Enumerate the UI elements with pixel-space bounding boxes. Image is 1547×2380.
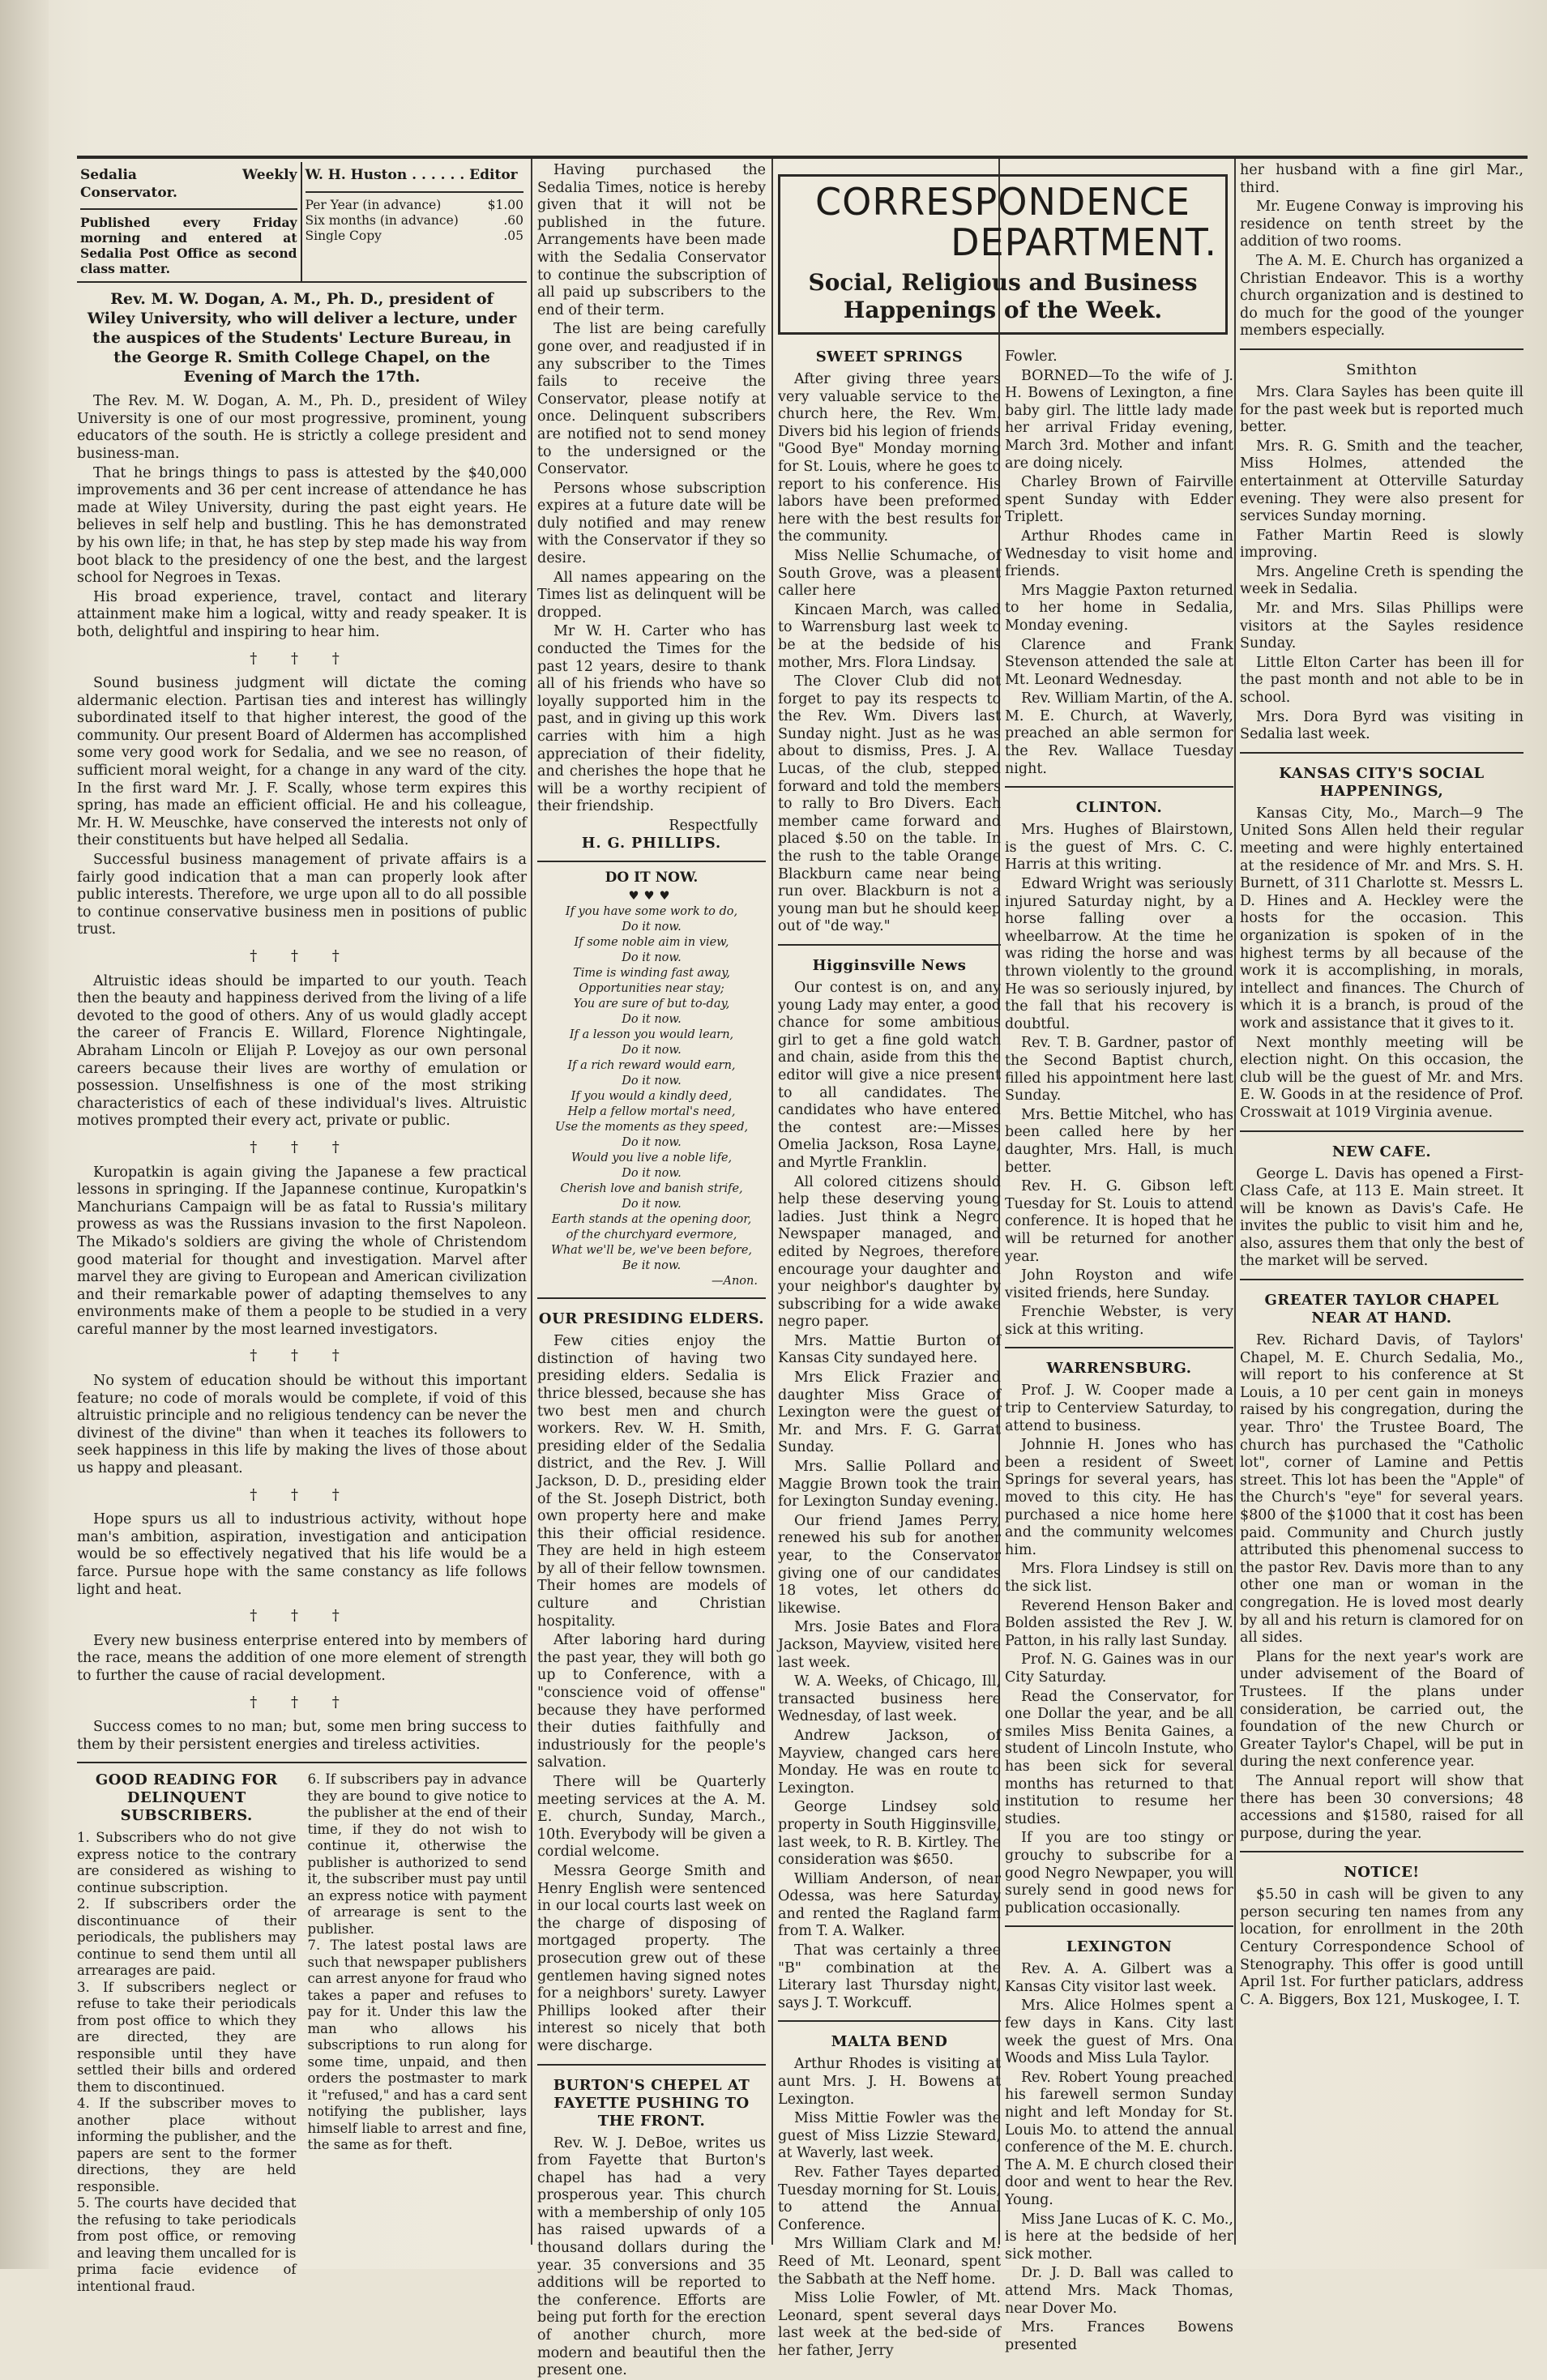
notice-heading: NOTICE! bbox=[1344, 1864, 1420, 1882]
paragraph: The Rev. M. W. Dogan, A. M., Ph. D., president of Wiley University is one of our most progressive, prominent, young educators of the south. He is strictly a college president and business-man. bbox=[77, 393, 527, 462]
section-rule bbox=[1240, 1130, 1523, 1132]
poem-title: DO IT NOW. bbox=[605, 870, 699, 887]
paragraph: The Annual report will show that there has been 30 conversions; 48 accessions and $1580, raised for all purpose, during the year. bbox=[1240, 1772, 1523, 1842]
paragraph: Mr. and Mrs. Silas Phillips were visitors at the Sayles residence Sunday. bbox=[1240, 600, 1523, 652]
paragraph: The Clover Club did not forget to pay its respects to the Rev. Wm. Divers last Sunday night. Just as he was about to dismiss, Pres. J. A. Lucas, of the club, stepped forward and told the members to rally to Bro Divers. Each member came forward and placed $.50 on the table. In the rush to the table Orange Blackburn came near being run over. Blackburn is not a young man but he should keep out of "de way." bbox=[778, 673, 1001, 935]
poem-line: Use the moments as they speed, bbox=[554, 1121, 749, 1134]
top-rule bbox=[77, 156, 1528, 159]
paragraph: Success comes to no man; but, some men bring success to them by their persistent energies and tireless activities. bbox=[77, 1719, 527, 1753]
smithton-heading: Smithton bbox=[1346, 361, 1417, 378]
poem-line: Help a fellow mortal's need, bbox=[567, 1105, 736, 1119]
paragraph: Few cities enjoy the distinction of having two presiding elders. Sedalia is thrice blessed, because she has two best men and church workers. Rev. W. H. Smith, presiding elder of the Sedalia district, and the Rev. J. Will Jackson, D. D., presiding elder of the St. Joseph District, both own property here and make this their official residence. They are held in high esteem by all of their fellow townsmen. Their homes are models of culture and Christian hospitality. bbox=[537, 1333, 766, 1630]
poem-line: If a rich reward would earn, bbox=[567, 1059, 736, 1073]
ornament: † † † bbox=[250, 1138, 354, 1156]
paragraph: Mrs. Hughes of Blairstown, is the guest of Mrs. C. C. Harris at this writing. bbox=[1005, 822, 1233, 874]
paragraph: George L. Davis has opened a First-Class Cafe, at 113 E. Main street. It will be known as Davis's Cafe. He invites the public to visit him and he, also, assures them that only the best of the market will be served. bbox=[1240, 1165, 1523, 1270]
paragraph: That was certainly a three "B" combination at the Literary last Thursday night, says J. T. Workcuff. bbox=[778, 1942, 1001, 2011]
paragraph: Rev. Robert Young preached his farewell sermon Sunday night and left Monday for St. Louis Mo. to attend the annual conference of the M. E. church. The A. M. E church closed their door and went to hear the Rev. Young. bbox=[1005, 2069, 1234, 2208]
paragraph: William Anderson, of near Odessa, was here Saturday and rented the Ragland farm from T. A. Walker. bbox=[778, 1870, 1001, 1940]
paragraph: Rev. H. G. Gibson left Tuesday for St. Louis to attend conference. It is hoped that he will be returned for another year. bbox=[1005, 1178, 1233, 1265]
paragraph: Mrs. Josie Bates and Flora Jackson, Mayview, visited here last week. bbox=[778, 1619, 1001, 1671]
paragraph: Our friend James Perry, renewed his sub for another year, to the Conservator giving one of our candidates 18 votes, let others do likewise. bbox=[778, 1512, 1001, 1617]
paragraph: After giving three years very valuable service to the church here, the Rev. Wm. Divers bid his legion of friends "Good Bye" Monday morning for St. Louis, where he goes to report to his conference. His labors have been preformed here with the best results for the community. bbox=[778, 371, 1001, 545]
paragraph: Miss Nellie Schumache, of South Grove, was a pleasent caller here bbox=[778, 547, 1001, 600]
paragraph: His broad experience, travel, contact and literary attainment make him a logical, witty and ready speaker. It is both, delightful and inspiring to hear him. bbox=[77, 588, 527, 640]
paragraph: Dr. J. D. Ball was called to attend Mrs. Mack Thomas, near Dover Mo. bbox=[1005, 2265, 1233, 2317]
signature-name: H. G. PHILLIPS. bbox=[581, 835, 722, 852]
section-rule bbox=[1240, 752, 1523, 754]
correspondence-header bbox=[778, 166, 1228, 343]
rate-row: Six months (in advance) .60 bbox=[305, 212, 524, 228]
correspondence-column-3 bbox=[1240, 162, 1523, 2245]
new-cafe-heading: NEW CAFE. bbox=[1331, 1143, 1432, 1160]
warrensburg-heading: WARRENSBURG. bbox=[1046, 1360, 1192, 1378]
paragraph: That he brings things to pass is attested by the $40,000 improvements and 36 per cent increase of attendance he has made at Wiley University, during the past eight years. He believes in self help and bustling. This he has demonstrated by his own life; in that, he has step by step made his way from boot black to the presidency of one the best, and the largest school for Negroes in Texas. bbox=[77, 464, 527, 587]
paragraph: Little Elton Carter has been ill for the past month and not able to be in school. bbox=[1240, 654, 1523, 707]
paragraph: Mrs. Clara Sayles has been quite ill for the past week but is reported much better. bbox=[1240, 383, 1523, 436]
poem-line: Would you live a noble life, bbox=[571, 1152, 733, 1165]
paragraph: Frenchie Webster, is very sick at this writing. bbox=[1005, 1304, 1233, 1338]
section-rule bbox=[1005, 1925, 1233, 1927]
paragraph: All names appearing on the Times list as delinquent will be dropped. bbox=[537, 569, 766, 621]
signature-respect: Respectfully bbox=[669, 817, 758, 834]
section-rule bbox=[1240, 1851, 1523, 1852]
paragraph: The A. M. E. Church has organized a Christian Endeavor. This is a worthy church organization and is destined to do much for the good of the younger members especially. bbox=[1240, 252, 1523, 340]
paragraph: George Lindsey sold property in South Higginsville, last week, to R. B. Kirtley. The consideration was $650. bbox=[778, 1799, 1001, 1869]
poem-line: Do it now. bbox=[622, 951, 682, 965]
poem-line: If a lesson you would learn, bbox=[569, 1028, 734, 1042]
paragraph: Fowler. bbox=[1005, 348, 1058, 365]
ornament: † † † bbox=[250, 1485, 354, 1503]
ornament: † † † bbox=[250, 1347, 354, 1365]
paragraph: Arthur Rhodes came in Wednesday to visit home and friends. bbox=[1005, 528, 1233, 580]
paragraph: All colored citizens should help these deserving young ladies. Just think a Negro Newspaper managed, and edited by Negroes, therefore encourage your daughter and your neighbor's daughter by subscribing for a wide awake negro paper. bbox=[778, 1173, 1001, 1331]
paragraph: Mrs William Clark and M. Reed of Mt. Leonard, spent the Sabbath at the Neff home. bbox=[778, 2236, 1001, 2288]
ornament: † † † bbox=[250, 1693, 354, 1711]
column-rule bbox=[531, 159, 532, 2245]
section-rule bbox=[1005, 786, 1233, 788]
paragraph: Mrs. Sallie Pollard and Maggie Brown took the train for Lexington Sunday evening. bbox=[778, 1459, 1001, 1510]
correspondence-title: CORRESPONDENCE bbox=[815, 180, 1190, 224]
poem-line: of the churchyard evermore, bbox=[566, 1228, 737, 1242]
paragraph: Mrs. Mattie Burton of Kansas City sundayed here. bbox=[778, 1332, 1001, 1367]
paragraph: Miss Mittie Fowler was the guest of Miss Lizzie Steward, at Waverly, last week. bbox=[778, 2110, 1001, 2162]
poem-line: If some noble aim in view, bbox=[574, 936, 729, 950]
paragraph: Miss Jane Lucas of K. C. Mo., is here at the bedside of her sick mother. bbox=[1005, 2211, 1233, 2262]
poem-line: Do it now. bbox=[622, 921, 682, 934]
presiding-elders-heading: OUR PRESIDING ELDERS. bbox=[538, 1310, 765, 1328]
column-rule bbox=[771, 159, 773, 2245]
good-reading-heading: GOOD READING FOR DELINQUENT SUBSCRIBERS. bbox=[95, 1771, 278, 1825]
poem-line: Cherish love and banish strife, bbox=[560, 1182, 743, 1196]
paragraph: Mrs Maggie Paxton returned to her home in Sedalia, Monday evening. bbox=[1005, 582, 1233, 634]
masthead bbox=[77, 162, 527, 283]
poem-line: Time is winding fast away, bbox=[573, 967, 730, 981]
poem-attribution: —Anon. bbox=[712, 1275, 758, 1288]
rate-row: Single Copy .05 bbox=[305, 228, 524, 243]
section-rule bbox=[537, 1297, 766, 1299]
paragraph: Andrew Jackson, of Mayview, changed cars here Monday. He was en route to Lexington. bbox=[778, 1727, 1001, 1797]
paragraph: Mrs. Bettie Mitchel, who has been called here by her daughter, Mrs. Hall, is much better. bbox=[1005, 1106, 1233, 1176]
section-rule bbox=[537, 861, 766, 862]
masthead-publication: Published every Friday morning and entered at Sedalia Post Office as second class matter. bbox=[80, 208, 297, 276]
paragraph: After laboring hard during the past year, they will both go up to Conference, with a "conscience void of offense" because they have performed their duties faithfully and industriously for the people's salvation. bbox=[537, 1632, 766, 1771]
good-reading-section bbox=[77, 1771, 527, 2295]
kansas-city-heading: KANSAS CITY'S SOCIAL HAPPENINGS, bbox=[1279, 764, 1485, 800]
ornament: † † † bbox=[250, 1607, 354, 1625]
paragraph: Sound business judgment will dictate the coming aldermanic election. Partisan ties and interest has willingly subordinated itself to that higher interest, the good of the community. Our present Board of Aldermen has accomplished some very good work for Sedalia, and we see no reason, of sufficient moral weight, for a change in any ward of the city. In the first ward Mr. J. F. Scally, whose term expires this spring, has made an efficient official. He and his colleague, Mr. H. W. Meuschke, have conserved the interests not only of their constituents but have helped all Sedalia. bbox=[77, 675, 527, 849]
poem-line: Do it now. bbox=[622, 1075, 682, 1088]
correspondence-box bbox=[778, 174, 1228, 335]
paragraph: Reverend Henson Baker and Bolden assisted the Rev J. W. Patton, in his rally last Sunday. bbox=[1005, 1597, 1233, 1649]
paragraph: Plans for the next year's work are under advisement of the Board of Trustees. If the plans under consideration, be carried out, the foundation of the new Church or Greater Taylor's Chapel, will be put in during the next conference year. bbox=[1240, 1648, 1523, 1771]
poem-line: Earth stands at the opening door, bbox=[551, 1213, 752, 1227]
paragraph: Mr W. H. Carter who has conducted the Times for the past 12 years, desire to thank all of his friends who have so loyally supported him in the past, and in giving up this work carries with him a high appreciation of their fidelity, and cherishes the hope that he will be a worthy recipient of their friendship. bbox=[537, 623, 766, 815]
good-reading-rules-b: 6. If subscribers pay in advance they are bound to give notice to the publisher at the end of their time, if they do not wish to continue it, otherwise the publisher is authorized to send it, the subscriber must pay until an express notice with payment of arrearage is sent to the publisher. 7. The latest postal laws are such that newspaper publishers can arrest anyone for fraud who takes a paper and refuses to pay for it. Under this law the man who allows his subscriptions to run along for some time, unpaid, and then orders the postmaster to mark it "refused," and has a card sent notifying the publisher, lays himself liable to arrest and fine, the same as for theft. bbox=[307, 1771, 527, 2153]
paragraph: Next monthly meeting will be election night. On this occasion, the club will be the guest of Mr. and Mrs. E. W. Goods in at the residence of Prof. Crosswait at 1019 Virginia avenue. bbox=[1240, 1034, 1523, 1121]
poem-line: What we'll be, we've been before, bbox=[550, 1244, 753, 1258]
paragraph: W. A. Weeks, of Chicago, Ill, transacted business here Wednesday, of last week. bbox=[778, 1673, 1001, 1725]
paragraph: Mrs. Flora Lindsey is still on the sick list. bbox=[1005, 1561, 1233, 1595]
paragraph: Clarence and Frank Stevenson attended the sale at Mt. Leonard Wednesday. bbox=[1005, 636, 1233, 688]
good-reading-left bbox=[77, 1771, 297, 2295]
paragraph: $5.50 in cash will be given to any person securing ten names from any location, for enrollment in the 20th Century Correspondence School of Stenography. This offer is good untill April 1st. For further paticlars, address C. A. Biggers, Box 121, Muskogee, I. T. bbox=[1240, 1886, 1523, 2008]
lecture-headline: Rev. M. W. Dogan, A. M., Ph. D., president of Wiley University, who will deliver a lecture, under the auspices of the Students' Lecture Bureau, in the George R. Smith College Chapel, on the Evening of March the 17th. bbox=[87, 290, 517, 387]
paragraph: Hope spurs us all to industrious activity, without hope man's ambition, aspiration, investigation and anticipation would be so effectively negatived that his life would be a farce. Pursue hope with the same constancy as life follows light and heat. bbox=[77, 1511, 527, 1598]
column-rule bbox=[1234, 159, 1236, 2245]
correspondence-subtitle: Social, Religious and Business Happenings of the Week. bbox=[808, 269, 1198, 323]
paragraph: Mrs. R. G. Smith and the teacher, Miss Holmes, attended the entertainment at Otterville Saturday evening. They were also present for services Sunday morning. bbox=[1240, 438, 1523, 525]
paragraph: BORNED—To the wife of J. H. Bowens of Lexington, a fine baby girl. The little lady made her arrival Friday evening, March 3rd. Mother and infant are doing nicely. bbox=[1005, 367, 1233, 472]
paragraph: Kuropatkin is again giving the Japanese a few practical lessons in springing. If the Japannese continue, Kuropatkin's Manchurians Campaign will be as fatal to Russia's military prowess as was the Russians invasion to the first Napoleon. The Mikado's soldiers are giving the whole of Christendom good material for thought and investigation. Marvel after marvel they are giving to European and American civilization and their remarkable power of adapting themselves to any environments make of them a people to be studied in a very careful manner by the most learned investigators. bbox=[77, 1164, 527, 1338]
editorial-column bbox=[77, 162, 527, 2294]
paragraph: Read the Conservator, for one Dollar the year, and be all smiles Miss Benita Gaines, a student of Lincoln Instute, who has been sick for several months has returned to that institution to resume her studies. bbox=[1005, 1688, 1233, 1827]
paragraph: Successful business management of private affairs is a fairly good indication that a man can properly look after public interests. Therefore, we urge upon all to do all possible to continue conservative business men in positions of public trust. bbox=[77, 852, 527, 938]
section-rule bbox=[1240, 1279, 1523, 1280]
taylor-chapel-heading: GREATER TAYLOR CHAPEL NEAR AT HAND. bbox=[1264, 1292, 1499, 1327]
paragraph: Rev. Richard Davis, of Taylors' Chapel, M. E. Church Sedalia, Mo., will report to his conference at St Louis, a 10 per cent gain in moneys raised by his congregation, during the year. Thro' the Trustee Board, The church has purchased the "Catholic lot", corner of Lamine and Pettis street. This lot has been the "Apple" of the Church's "eye" for several years. $800 of the $1000 that it cost has been paid. Community and Church justly attributed this phenomenal success to the pastor Rev. Davis more than to any other one man or woman in the congregation. He is loved most dearly by all and his return is clamored for on all sides. bbox=[1240, 1332, 1523, 1647]
paragraph: Rev. T. B. Gardner, pastor of the Second Baptist church, filled his appointment here last Sunday. bbox=[1005, 1035, 1233, 1105]
paragraph: Mrs. Frances Bowens presented bbox=[1005, 2319, 1233, 2353]
masthead-left bbox=[77, 162, 302, 281]
paragraph: Prof. N. G. Gaines was in our City Saturday. bbox=[1005, 1651, 1233, 1686]
paragraph: If you are too stingy or grouchy to subscribe for a good Negro Newpaper, you will surely send in good news for publication occasionally. bbox=[1005, 1830, 1233, 1916]
poem-line: If you would a kindly deed, bbox=[571, 1090, 733, 1104]
paragraph: Arthur Rhodes is visiting at aunt Mrs. J. H. Bowens at Lexington. bbox=[778, 2056, 1001, 2108]
poem-do-it-now bbox=[537, 870, 766, 1289]
malta-bend-heading: MALTA BEND bbox=[831, 2033, 948, 2051]
clinton-heading: CLINTON. bbox=[1075, 799, 1163, 817]
paragraph: Kansas City, Mo., March—9 The United Sons Allen held their regular meeting and were highly entertained at the residence of Mr. and Mrs. S. H. Burnett, of 311 Charlotte st. Messrs L. D. Hines and A. Heckley were the hosts for the occasion. This organization is spoken of in the highest terms by all because of the work it is accomplishing, in morals, intellect and finances. The Church of which it is a branch, is proud of the work and assistance that it gives to it. bbox=[1240, 805, 1523, 1032]
paragraph: Rev. A. A. Gilbert was a Kansas City visitor last week. bbox=[1005, 1961, 1233, 1995]
ornament: † † † bbox=[250, 649, 354, 667]
paragraph: Rev. W. J. DeBoe, writes us from Fayette that Burton's chapel has had a very prosperous year. This church with a membership of only 105 has raised upwards of a thousand dollars during the year. 35 conversions and 35 additions will be reported to the conference. Efforts are being put forth for the erection of another church, more modern and beautiful then the present one. bbox=[537, 2134, 766, 2379]
poem-line: Do it now. bbox=[622, 1198, 682, 1211]
paragraph: Having purchased the Sedalia Times, notice is hereby given that it will not be published in the future. Arrangements have been made with the Sedalia Conservator to continue the subscription of all paid up subscribers to the end of their term. bbox=[537, 162, 766, 318]
poem-line: Do it now. bbox=[622, 1136, 682, 1150]
lexington-heading: LEXINGTON bbox=[1066, 1938, 1173, 1956]
section-rule bbox=[1240, 348, 1523, 350]
section-rule bbox=[778, 2020, 1001, 2022]
masthead-editor: W. H. Huston . . . . . . Editor bbox=[305, 167, 518, 183]
poem-line: Do it now. bbox=[622, 1044, 682, 1058]
paragraph: Mr. Eugene Conway is improving his residence on tenth street by the addition of two rooms. bbox=[1240, 199, 1523, 250]
ornament: † † † bbox=[250, 947, 354, 964]
paragraph: Our contest is on, and any young Lady may enter, a good chance for some ambitious girl to get a fine gold watch and chain, aside from this the editor will give a nice present to all candidates. The candidates who have entered the contest are:—Misses Omelia Jackson, Rosa Layne, and Myrtle Franklin. bbox=[778, 980, 1001, 1171]
correspondence-column-1 bbox=[778, 348, 1001, 2359]
paragraph: Mrs. Alice Holmes spent a few days in Kans. City last week the guest of Mrs. Ona Woods and Miss Lula Taylor. bbox=[1005, 1998, 1233, 2067]
higginsville-heading: Higginsville News bbox=[812, 957, 967, 974]
page-binding-edge bbox=[0, 0, 49, 2269]
poem-lines bbox=[537, 904, 766, 1274]
poem-line: Be it now. bbox=[622, 1259, 682, 1273]
correspondence-column-2 bbox=[1005, 348, 1234, 2353]
paragraph: Rev. Father Tayes departed Tuesday morning for St. Louis, to attend the Annual Conference. bbox=[778, 2164, 1001, 2233]
paragraph: her husband with a fine girl Mar., third. bbox=[1240, 162, 1523, 196]
paragraph: Every new business enterprise entered into by members of the race, means the addition of one more element of strength to further the cause of racial development. bbox=[77, 1632, 527, 1684]
poem-ornament: ♥♥♥ bbox=[628, 890, 675, 904]
section-rule bbox=[77, 1762, 527, 1763]
section-rule bbox=[778, 944, 1001, 946]
paragraph: No system of education should be without this important feature; no code of morals would be complete, if void of this altruistic principle and no religious tendency can be never the divinest of the divine" than when it teaches its followers to seek happiness in this life by making the lives of those about us happy and pleasant. bbox=[77, 1373, 527, 1477]
poem-line: Do it now. bbox=[622, 1013, 682, 1027]
paragraph: Father Martin Reed is slowly improving. bbox=[1240, 527, 1523, 562]
paragraph: Prof. J. W. Cooper made a trip to Centerview Saturday, to attend to business. bbox=[1005, 1382, 1233, 1434]
section-rule bbox=[1005, 1347, 1233, 1348]
paragraph: Johnnie H. Jones who has been a resident of Sweet Springs for several years, has moved to this city. He has purchased a nice home here and the community welcomes him. bbox=[1005, 1437, 1233, 1558]
paragraph: Edward Wright was seriously injured Saturday night, by a horse falling over a wheelbarrow. At the time he was riding the horse and was thrown violently to the ground He was so seriously injured, by the fall that his recovery is doubtful. bbox=[1005, 876, 1233, 1032]
paragraph: Rev. William Martin, of the A. M. E. Church, at Waverly, preached an able sermon for the Rev. Wallace Tuesday night. bbox=[1005, 690, 1233, 777]
sweet-springs-heading: SWEET SPRINGS bbox=[815, 348, 964, 365]
paragraph: Persons whose subscription expires at a future date will be duly notified and may renew with the Conservator if they so desire. bbox=[537, 480, 766, 567]
paragraph: John Royston and wife visited friends, here Sunday. bbox=[1005, 1267, 1233, 1301]
paragraph: Messra George Smith and Henry English were sentenced in our local courts last week on the charge of disposing of mortgaged property. The prosecution grew out of these gentlemen having signed notes for a neighbors' surety. Lawyer Phillips looked after their interest so nicely that both were discharge. bbox=[537, 1862, 766, 2054]
notice-column bbox=[537, 162, 766, 2379]
poem-line: If you have some work to do, bbox=[565, 905, 738, 919]
poem-line: Opportunities near stay; bbox=[579, 982, 724, 996]
rate-row: Per Year (in advance) $1.00 bbox=[305, 197, 524, 212]
masthead-right bbox=[302, 162, 528, 281]
paragraph: The list are being carefully gone over, and readjusted if in any subscriber to the Times fails to receive the Conservator, please notify at once. Delinquent subscribers are notified not to send money to the undersigned or the Conservator. bbox=[537, 321, 766, 478]
paragraph: Kincaen March, was called to Warrensburg last week to be at the bedside of his mother, Mrs. Flora Lindsay. bbox=[778, 601, 1001, 671]
poem-line: You are sure of but to-day, bbox=[573, 998, 730, 1011]
paragraph: Mrs. Dora Byrd was visiting in Sedalia last week. bbox=[1240, 708, 1523, 743]
paragraph: Mrs Elick Frazier and daughter Miss Grace of Lexington were the guest of Mr. and Mrs. F. G. Garrat Sunday. bbox=[778, 1369, 1001, 1456]
paragraph: Miss Lolie Fowler, of Mt. Leonard, spent several days last week at the bed-side of her father, Jerry bbox=[778, 2290, 1001, 2359]
masthead-title: Sedalia Weekly Conservator. bbox=[80, 167, 297, 201]
poem-line: Do it now. bbox=[622, 1167, 682, 1181]
paragraph: Charley Brown of Fairville spent Sunday with Edder Triplett. bbox=[1005, 474, 1233, 526]
paragraph: Altruistic ideas should be imparted to our youth. Teach then the beauty and happiness derived from the living of a life devoted to the good of others. Any of us would gladly accept the career of Francis E. Willard, Florence Nightingale, Abraham Lincoln or Elijah P. Lovejoy as our own personal careers because their lives are worthy of emulation or possession. Unselfishness is one of the most striking characteristics of each of these individual's lives. Altruistic motives prompted their every act, private or public. bbox=[77, 972, 527, 1130]
department-title: DEPARTMENT. bbox=[951, 220, 1217, 264]
section-rule bbox=[537, 2064, 766, 2066]
paragraph: There will be Quarterly meeting services at the A. M. E. church, Sunday, March., 10th. Everybody will be given a cordial welcome. bbox=[537, 1774, 766, 1861]
good-reading-rules-a: 1. Subscribers who do not give express notice to the contrary are considered as wishing to continue subscription. 2. If subscribers order the discontinuance of their periodicals, the publishers may continue to send them until all arrearages are paid. 3. If subscribers neglect or refuse to take their periodicals from post office to which they are directed, they are responsible until they have settled their bills and ordered them to discontinued. 4. If the subscriber moves to another place without informing the publisher, and the papers are sent to the former directions, they are held responsible. 5. The courts have decided that the refusing to take periodicals from post office, or removing and leaving them uncalled for is prima facie evidence of intentional fraud. bbox=[77, 1830, 297, 2294]
burtons-chapel-heading: BURTON'S CHEPEL AT FAYETTE PUSHING TO THE FRONT. bbox=[553, 2076, 750, 2130]
paragraph: Mrs. Angeline Creth is spending the week in Sedalia. bbox=[1240, 563, 1523, 598]
rates-table bbox=[306, 191, 524, 244]
